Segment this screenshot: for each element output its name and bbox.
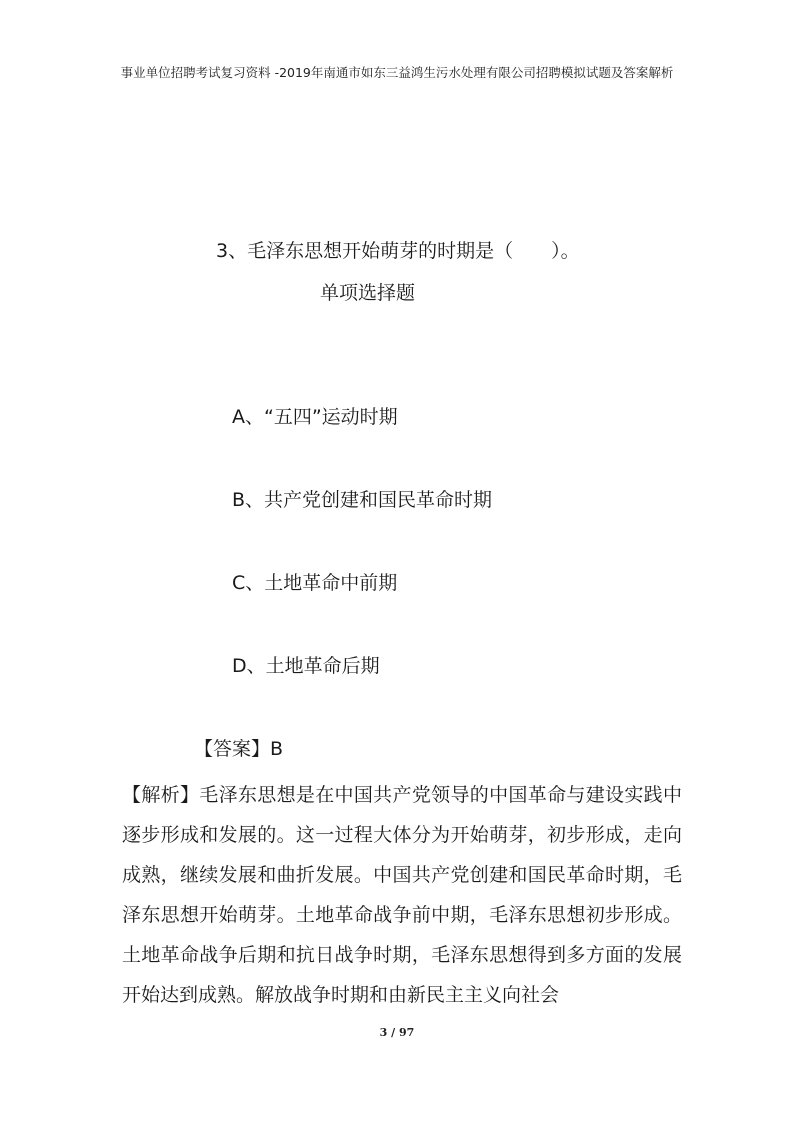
analysis-label: 【解析】 — [122, 784, 200, 806]
answer: 【答案】B — [194, 738, 284, 760]
option-c: C、土地革命中前期 — [232, 572, 398, 594]
option-a: A、“五四”运动时期 — [232, 406, 398, 428]
analysis-paragraph — [122, 775, 682, 1015]
analysis-text: 毛泽东思想是在中国共产党领导的中国革命与建设实践中逐步形成和发展的。这一过程大体分为开始萌芽，初步形成，走向成熟，继续发展和曲折发展。中国共产党创建和国民革命时期，毛泽东思想开始萌芽。土地革命战争前中期，毛泽东思想初步形成。土地革命战争后期和抗日战争时期，毛泽东思想得到多方面的发展开始达到成熟。解放战争时期和由新民主主义向社会 — [122, 784, 682, 1006]
question-text: 3、毛泽东思想开始萌芽的时期是（ ）。 — [216, 240, 580, 262]
option-d: D、土地革命后期 — [232, 655, 380, 677]
question-type: 单项选择题 — [320, 282, 416, 304]
document-header: 事业单位招聘考试复习资料 -2019年南通市如东三益鸿生污水处理有限公司招聘模拟试题及答案解析 — [120, 65, 674, 80]
option-b: B、共产党创建和国民革命时期 — [232, 489, 493, 511]
page-number: 3 / 97 — [379, 1026, 415, 1039]
